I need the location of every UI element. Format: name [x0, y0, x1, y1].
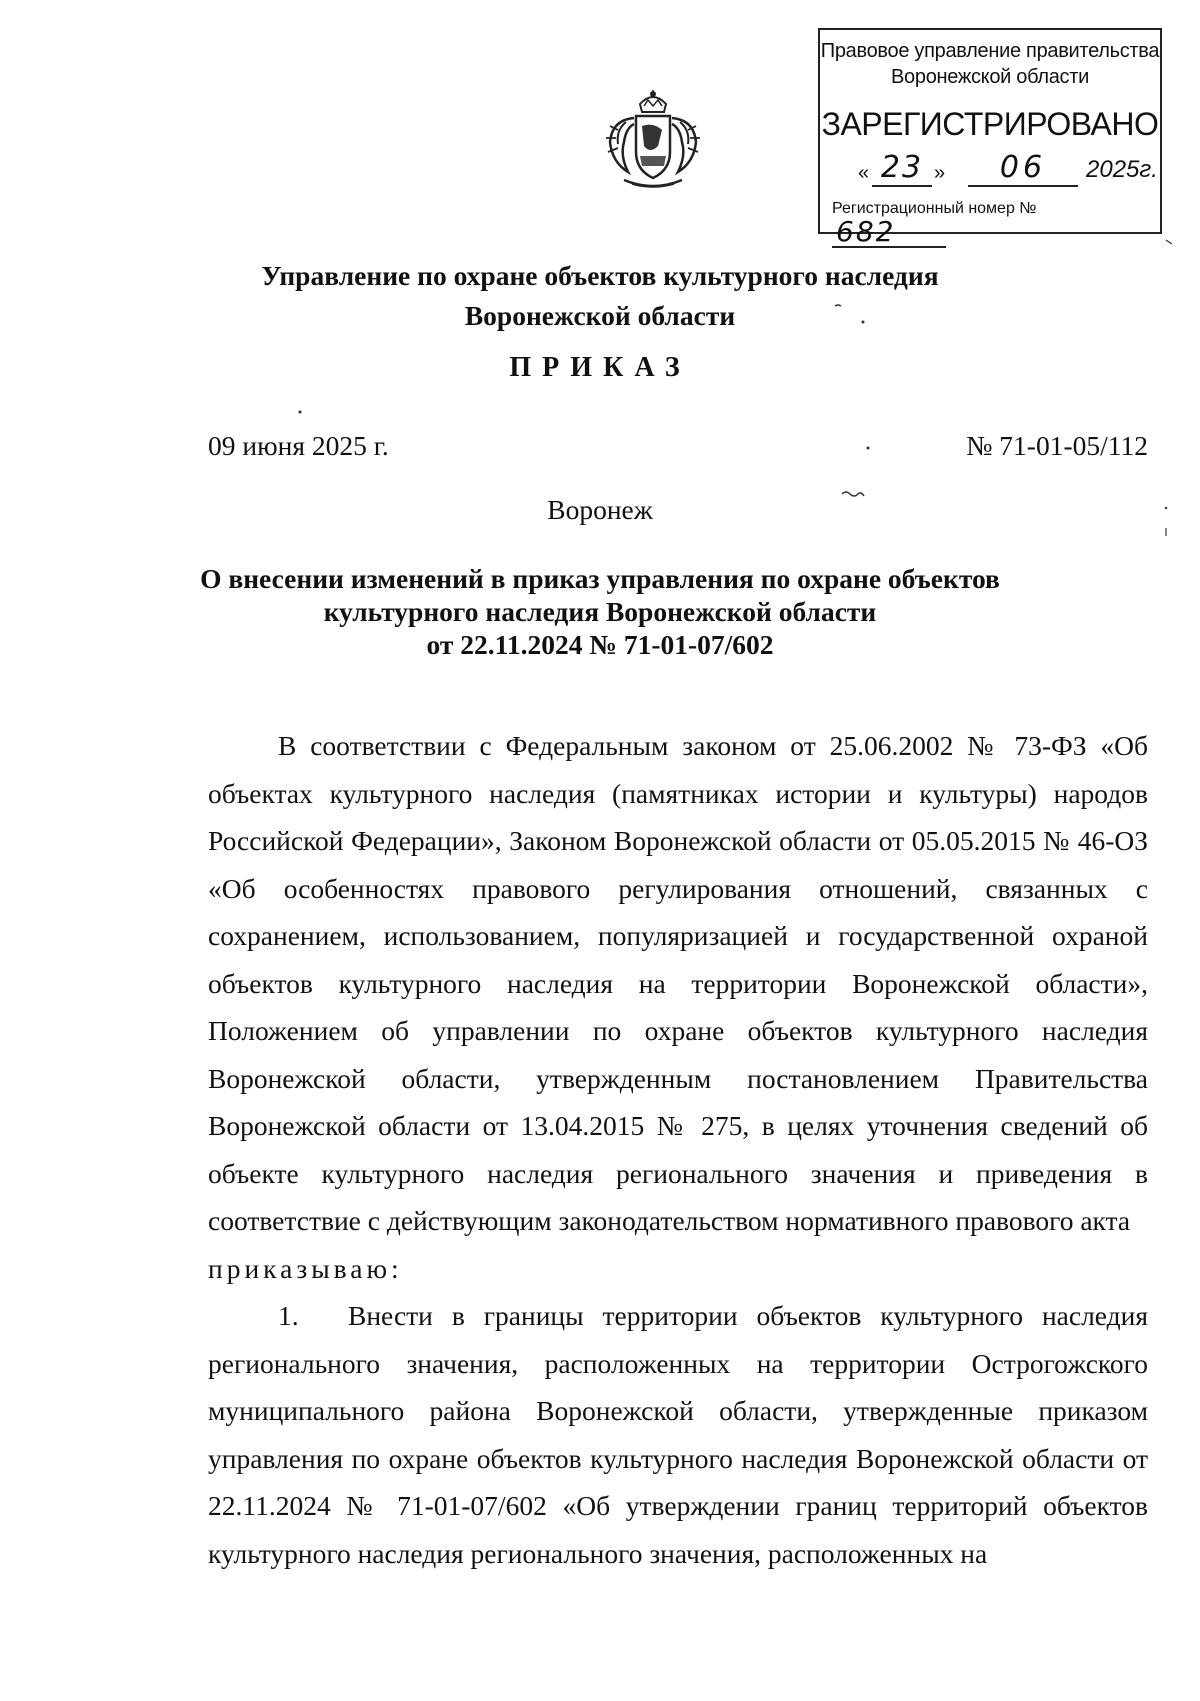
organization-title-line2: Воронежской области — [464, 300, 736, 331]
stamp-quote-close: » — [934, 162, 946, 184]
stamp-quote-open: « — [858, 162, 870, 184]
order-item-1-number: 1. — [278, 1300, 299, 1331]
stamp-registration-number: 682 — [832, 218, 946, 248]
order-city: Воронеж — [547, 494, 653, 525]
order-subject-line3: от 22.11.2024 № 71-01-07/602 — [426, 629, 774, 660]
organization-title-line1: Управление по охране объектов культурного наследия — [261, 260, 939, 291]
coat-of-arms-icon — [598, 86, 708, 196]
organization-title — [0, 256, 1200, 336]
order-subject-line2: культурного наследия Воронежской области — [323, 596, 877, 627]
registration-stamp — [818, 28, 1162, 248]
order-subject-line1: О внесении изменений в приказ управления по охране объектов — [200, 563, 1000, 594]
order-number: № 71-01-05/112 — [966, 430, 1148, 461]
stamp-authority-line1: Правовое управление правительства — [820, 40, 1160, 62]
stamp-year: 2025г. — [1086, 156, 1158, 183]
order-word: приказываю: — [208, 1252, 403, 1284]
order-item-1-text: Внести в границы территории объектов культурного наследия регионального значения, расположенных на территории Острогожского муниципального района Воронежской области, утвержденные приказом управления по охране объектов культурного наследия Воронежской области от 22.11.2024 № 71-01-07/602 «Об утверждении границ территорий объектов культурного наследия регионального значения, расположенных на — [208, 1300, 1148, 1569]
order-title: ПРИКАЗ — [509, 352, 691, 383]
order-date: 09 июня 2025 г. — [208, 430, 389, 461]
stamp-registration-row — [832, 200, 1152, 248]
stamp-date-row — [858, 148, 1158, 188]
stamp-day: 23 — [872, 150, 932, 187]
preamble-paragraph: В соответствии с Федеральным законом от 25.06.2002 № 73-ФЗ «Об объектах культурного наследия (памятниках истории и культуры) народов Российской Федерации», Законом Воронежской области от 05.05.2015 № 46-ОЗ «Об особенностях правового регулирования отношений, связанных с сохранением, использованием, популяризацией и государственной охраной объектов культурного наследия на территории Воронежской области», Положением об управлении по охране объектов культурного наследия Воронежской области, утвержденным постановлением Правительства Воронежской области от 13.04.2015 № 275, в целях уточнения сведений об объекте культурного наследия регионального значения и приведения в соответствие с действующим законодательством нормативного правового акта — [208, 730, 1148, 1236]
stamp-authority-line2: Воронежской области — [891, 66, 1089, 88]
order-body — [208, 722, 1148, 1577]
stamp-month: 06 — [968, 150, 1078, 187]
order-subject — [0, 562, 1200, 661]
order-item-1 — [208, 1292, 1148, 1577]
stamp-registered-label: ЗАРЕГИСТРИРОВАНО — [821, 106, 1159, 142]
stamp-registration-label: Регистрационный номер № — [832, 200, 1037, 217]
